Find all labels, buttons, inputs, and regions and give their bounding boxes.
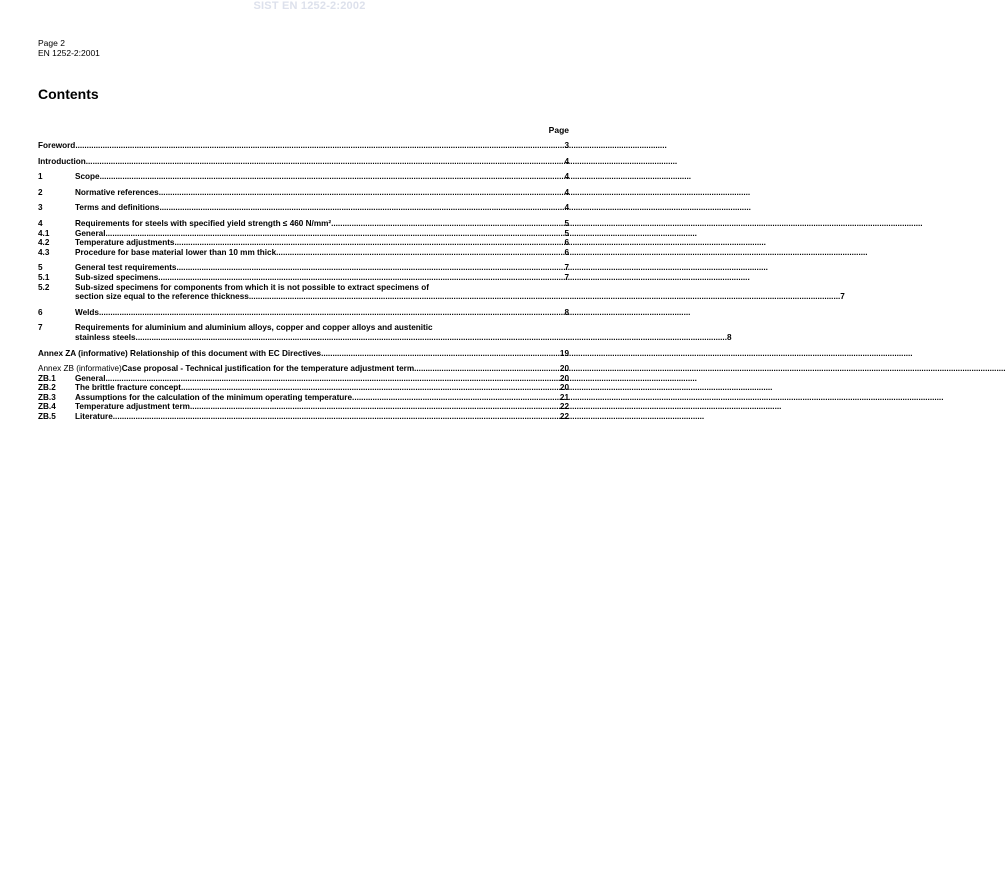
toc-title: General test requirements (75, 263, 177, 273)
toc-page: 20 (559, 364, 569, 374)
toc-entry-section-5-2[interactable] (38, 282, 845, 302)
document-id: EN 1252-2:2001 (38, 48, 100, 58)
toc-number: 3 (38, 203, 43, 213)
dot-leader (159, 203, 750, 213)
toc-number: ZB.4 (38, 402, 56, 412)
dot-leader (75, 141, 666, 151)
toc-number: 4.2 (38, 238, 50, 248)
toc-page: 6 (564, 247, 569, 257)
toc-entry-scope[interactable] (38, 172, 569, 182)
toc-number: 4.3 (38, 247, 50, 257)
toc-page: 6 (564, 238, 569, 248)
watermark: SIST EN 1252-2:2002 (253, 0, 366, 12)
dot-leader (190, 402, 781, 412)
toc-entry-zb-3[interactable] (38, 393, 569, 403)
page-header (38, 38, 100, 58)
toc-page: 8 (726, 332, 732, 342)
toc-entry-normative-references[interactable] (38, 188, 569, 198)
table-of-contents (38, 141, 845, 428)
dot-leader (106, 229, 697, 239)
toc-title: Sub-sized specimens (75, 272, 159, 282)
toc-page: 8 (564, 307, 569, 317)
toc-page: 7 (840, 292, 845, 302)
toc-page: 5 (564, 228, 569, 238)
toc-page: 19 (559, 348, 569, 358)
dot-leader (136, 333, 727, 343)
toc-page: 4 (564, 172, 569, 182)
toc-title: Introduction (38, 156, 86, 166)
toc-entry-terms[interactable] (38, 203, 569, 213)
toc-number: 4.1 (38, 228, 50, 238)
toc-entry-section-4-2[interactable] (38, 238, 569, 248)
toc-title: Case proposal - Technical justification for the temperature adjustment term (121, 364, 415, 374)
toc-entry-section-4-1[interactable] (38, 229, 569, 239)
toc-page: 3 (564, 141, 569, 150)
toc-page: 4 (564, 156, 569, 166)
toc-entry-foreword[interactable] (38, 141, 569, 151)
toc-title-line: section size equal to the reference thickness (75, 292, 249, 302)
toc-number: 1 (38, 172, 43, 182)
toc-title: Literature (75, 412, 113, 422)
toc-entry-section-4-3[interactable] (38, 248, 569, 258)
toc-entry-section-5[interactable] (38, 263, 569, 273)
page-number: Page 2 (38, 38, 65, 48)
dot-leader (106, 374, 697, 384)
toc-page: 22 (559, 412, 569, 422)
toc-page: 4 (564, 203, 569, 213)
dot-leader (249, 292, 840, 302)
toc-number: ZB.5 (38, 412, 56, 422)
toc-entry-zb-1[interactable] (38, 374, 569, 384)
toc-page: 5 (564, 218, 569, 228)
toc-title: Temperature adjustments (75, 238, 175, 248)
toc-page: 7 (564, 263, 569, 273)
toc-number: ZB.3 (38, 392, 56, 402)
toc-number: ZB.1 (38, 373, 56, 383)
toc-number: 5 (38, 263, 43, 273)
dot-leader (176, 263, 767, 273)
toc-title: General (75, 228, 106, 238)
toc-title: Procedure for base material lower than 10 mm thick (75, 247, 277, 257)
toc-title: Welds (75, 307, 99, 317)
page-column-label: Page (548, 125, 569, 135)
toc-title: General (75, 373, 106, 383)
toc-number: 4 (38, 218, 43, 228)
dot-leader (86, 157, 677, 167)
toc-title: Normative references (75, 187, 159, 197)
toc-entry-section-6[interactable] (38, 308, 569, 318)
toc-title: Temperature adjustment term (75, 402, 190, 412)
toc-entry-section-5-1[interactable] (38, 273, 569, 283)
dot-leader (331, 219, 922, 229)
toc-title: Assumptions for the calculation of the minimum operating temperature (75, 392, 353, 402)
toc-page: 4 (564, 187, 569, 197)
dot-leader (276, 248, 867, 258)
toc-title: Foreword (38, 141, 76, 150)
dot-leader (113, 412, 704, 422)
toc-page: 20 (559, 383, 569, 393)
toc-page: 21 (559, 392, 569, 402)
dot-leader (100, 172, 691, 182)
toc-title: Requirements for steels with specified yield strength ≤ 460 N/mm² (75, 218, 332, 228)
dot-leader (158, 273, 749, 283)
dot-leader (181, 383, 772, 393)
toc-title-line: stainless steels (75, 332, 136, 342)
toc-title: Terms and definitions (75, 203, 160, 213)
toc-title: The brittle fracture concept (75, 383, 182, 393)
toc-entry-zb-2[interactable] (38, 383, 569, 393)
toc-entry-zb-5[interactable] (38, 412, 569, 422)
toc-number: ZB.2 (38, 383, 56, 393)
page-title: Contents (38, 86, 99, 102)
toc-entry-zb-4[interactable] (38, 402, 569, 412)
toc-number: 6 (38, 307, 43, 317)
toc-number: 5.2 (38, 282, 50, 292)
toc-number: 7 (38, 323, 43, 333)
toc-title-line: Requirements for aluminium and aluminium alloys, copper and copper alloys and austenitic (75, 323, 433, 333)
dot-leader (99, 308, 690, 318)
dot-leader (352, 393, 943, 403)
toc-entry-introduction[interactable] (38, 157, 569, 167)
toc-entry-annex-zb[interactable] (38, 364, 569, 374)
toc-page: 22 (559, 402, 569, 412)
toc-number: 5.1 (38, 272, 50, 282)
toc-title: Annex ZA (informative) Relationship of this document with EC Directives (38, 348, 322, 358)
toc-entry-section-7[interactable] (38, 323, 732, 342)
toc-title-line: Sub-sized specimens for components from which it is not possible to extract specimens of (75, 282, 429, 292)
toc-page: 7 (564, 272, 569, 282)
toc-number: 2 (38, 187, 43, 197)
toc-page: 20 (559, 373, 569, 383)
toc-annex-prefix: Annex ZB (informative) (38, 364, 122, 374)
toc-entry-annex-za[interactable] (38, 349, 569, 359)
dot-leader (321, 349, 912, 359)
dot-leader (175, 238, 766, 248)
toc-entry-section-4[interactable] (38, 219, 569, 229)
toc-title: Scope (75, 172, 100, 182)
dot-leader (414, 364, 1005, 374)
dot-leader (159, 188, 750, 198)
